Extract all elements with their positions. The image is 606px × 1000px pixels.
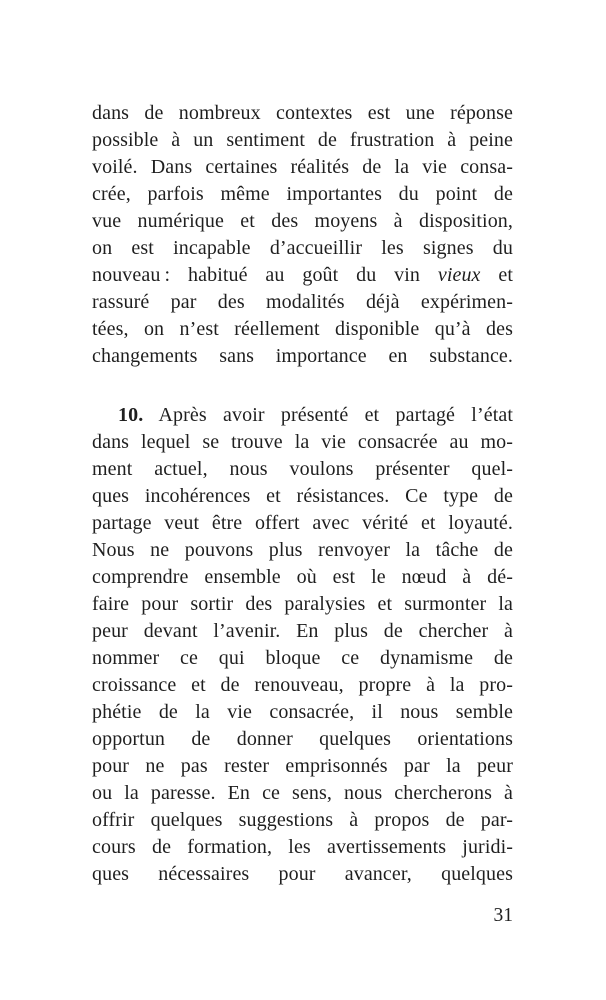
text-line [92,780,513,807]
text-line [92,181,513,208]
body-text: crée, parfois même importantes du point de [92,183,513,205]
body-text: pour ne pas rester emprisonnés par la peur [92,755,513,777]
text-line [92,100,513,127]
text-line [92,672,513,699]
body-text: vue numérique et des moyens à disposition, [92,210,513,232]
text-line [92,861,513,888]
body-text: possible à un sentiment de frustration à peine [92,129,513,151]
body-text: changements sans importance en substance. [92,345,513,367]
body-text: et [480,264,513,286]
text-line [92,591,513,618]
body-text: on est incapable d’accueillir les signes du [92,237,513,259]
text-line [92,154,513,181]
body-text: croissance et de renouveau, propre à la pro- [92,674,513,696]
text-line [92,456,513,483]
paragraph [92,100,513,370]
text-line [92,208,513,235]
text-line [92,564,513,591]
text-line [92,645,513,672]
text-line [92,289,513,316]
text-line [92,807,513,834]
body-text: nouveau : habitué au goût du vin [92,264,438,286]
text-line [92,753,513,780]
text-line [92,510,513,537]
body-text: offrir quelques suggestions à propos de par- [92,809,513,831]
body-text: ou la paresse. En ce sens, nous chercherons à [92,782,513,804]
text-line [92,316,513,343]
text-line [92,618,513,645]
text-line [92,834,513,861]
italic-text: vieux [437,264,481,286]
text-line [92,483,513,510]
body-text: dans lequel se trouve la vie consacrée au mo- [92,431,513,453]
body-text: Après avoir présenté et partagé l’état [143,404,513,426]
body-text: ques nécessaires pour avancer, quelques [92,863,513,885]
text-line [92,127,513,154]
text-line [92,262,513,289]
body-text: Nous ne pouvons plus renvoyer la tâche de [92,539,513,561]
body-text: nommer ce qui bloque ce dynamisme de [92,647,513,669]
body-text: comprendre ensemble où est le nœud à dé- [92,566,513,588]
body-text: rassuré par des modalités déjà expérimen- [92,291,513,313]
text-line [92,537,513,564]
text-line [92,429,513,456]
text-line [92,699,513,726]
text-line [92,726,513,753]
body-text: ques incohérences et résistances. Ce type de [92,485,513,507]
body-text: peur devant l’avenir. En plus de chercher à [92,620,513,642]
body-text: cours de formation, les avertissements juridi- [92,836,513,858]
body-text: voilé. Dans certaines réalités de la vie consa- [92,156,513,178]
body-text: partage veut être offert avec vérité et loyauté. [92,512,513,534]
text-block [92,100,513,888]
bold-number: 10. [118,404,144,426]
body-text: tées, on n’est réellement disponible qu’à des [92,318,513,340]
text-line [92,343,513,370]
body-text: opportun de donner quelques orientations [92,728,513,750]
body-text: ment actuel, nous voulons présenter quel- [92,458,513,480]
body-text: dans de nombreux contextes est une réponse [92,102,513,124]
text-line [92,402,513,429]
body-text: faire pour sortir des paralysies et surmonter la [92,593,513,615]
page-number: 31 [493,905,513,926]
text-line [92,235,513,262]
paragraph [92,402,513,888]
body-text: phétie de la vie consacrée, il nous semble [92,701,513,723]
